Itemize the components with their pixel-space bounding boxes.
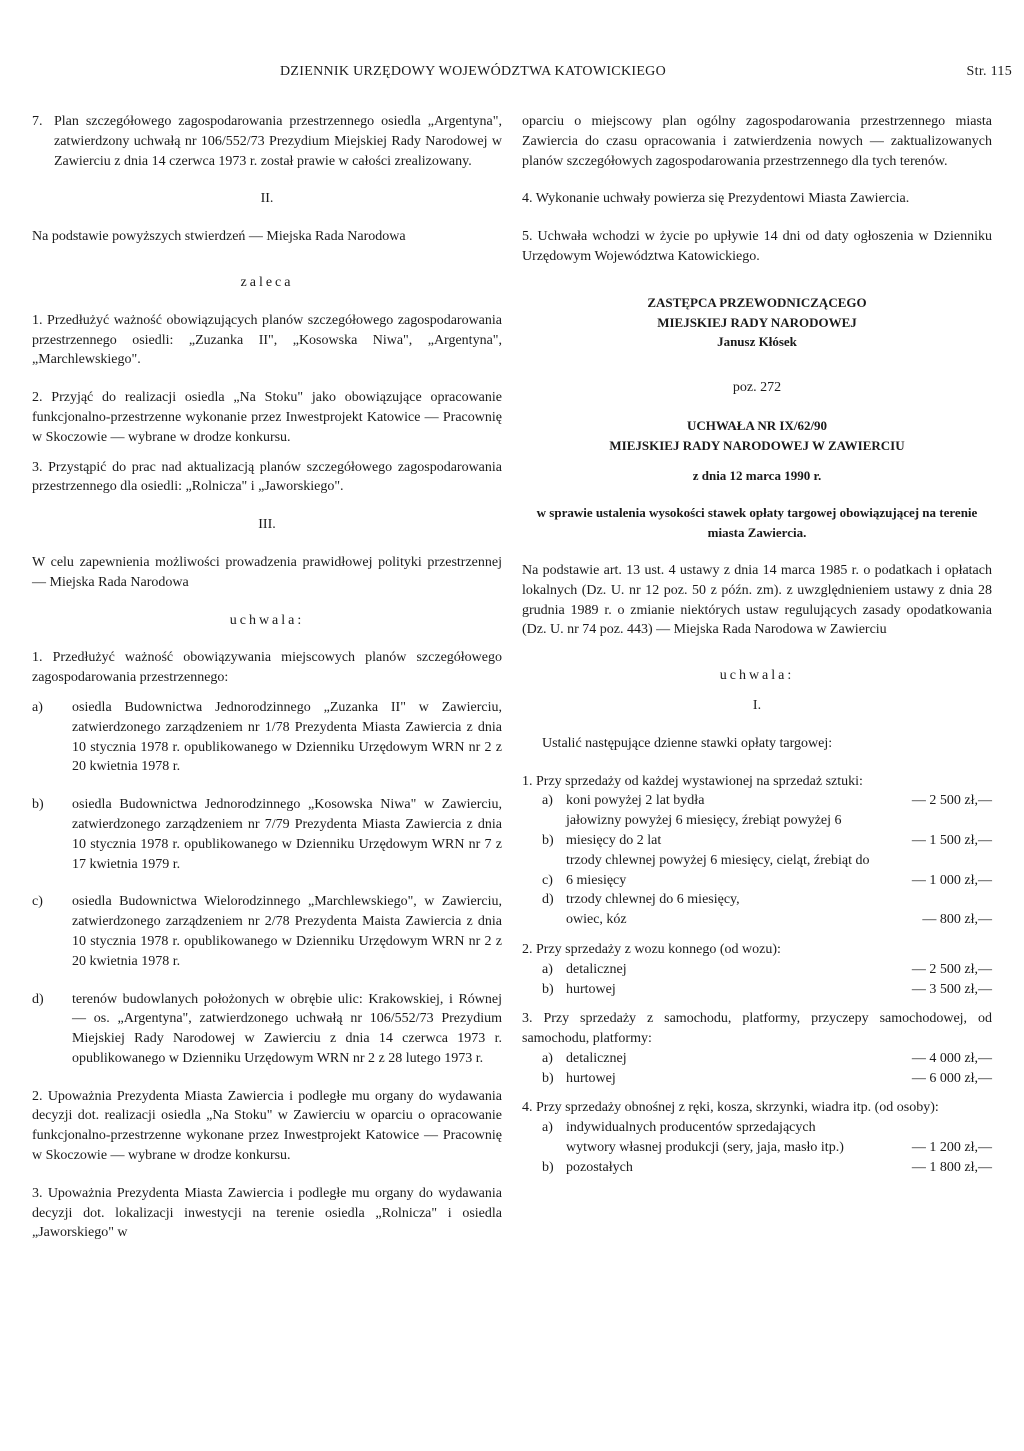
resolution-date: z dnia 12 marca 1990 r. bbox=[692, 467, 822, 483]
rate-amount: — 2 500 zł,— bbox=[911, 961, 992, 977]
item-text: Plan szczegółowego zagospodarowania przestrzennego osiedla „Argentyna", zatwierdzony uchwałą nr 106/552/73 Prezydium Miejskiej Rady Narodowej w Zawierciu z dnia 14 czerwca 1973 r. został prawie w całości zrealizowany. bbox=[54, 114, 502, 169]
right-column bbox=[522, 112, 992, 1178]
section-heading-ii: II. bbox=[260, 191, 274, 207]
rate-letter: c) bbox=[542, 872, 553, 888]
rate-amount: — 4 000 zł,— bbox=[911, 1050, 992, 1066]
rate-row bbox=[522, 1118, 992, 1138]
page-header bbox=[280, 64, 1020, 80]
sub-text: osiedla Budownictwa Wielorodzinnego „Marchlewskiego", w Zawierciu, zatwierdzonego zarządzeniem nr 2/78 Prezydenta Maista Zawiercia z dnia 10 stycznia 1978 r. opublikowanego w Dzienniku Urzędowym WRN nr 2 z 20 kwietnia 1978 r. bbox=[72, 894, 502, 969]
rate-description: hurtowej bbox=[566, 1070, 616, 1086]
signature-title-1: ZASTĘPCA PRZEWODNICZĄCEGO bbox=[647, 294, 867, 310]
recommendation-3: 3. Przystąpić do prac nad aktualizacją planów szczegółowego zagospodarowania przestrzennego dla osiedli: „Rolnicza" i „Jaworskiego". bbox=[32, 459, 502, 495]
sub-letter: a) bbox=[32, 699, 43, 715]
sub-text: osiedla Budownictwa Jednorodzinnego „Kosowska Niwa" w Zawierciu, zatwierdzonego zarządzeniem nr 7/79 Prezydenta Miasta Zawiercia z dnia 10 stycznia 1978 r. opublikowanego w Dzienniku Urzędowym WRN nr 7 z 17 kwietnia 1979 r. bbox=[72, 797, 502, 872]
rate-amount: — 1 200 zł,— bbox=[911, 1140, 992, 1156]
rate-amount: — 1 000 zł,— bbox=[911, 872, 992, 888]
rate-amount: — 2 500 zł,— bbox=[911, 793, 992, 809]
signature-name: Janusz Kłósek bbox=[717, 334, 797, 350]
rate-letter: a) bbox=[542, 1120, 553, 1136]
rate-amount: — 1 800 zł,— bbox=[911, 1159, 992, 1175]
rate-letter: b) bbox=[542, 1159, 554, 1175]
journal-title: DZIENNIK URZĘDOWY WOJEWÓDZTWA KATOWICKIEGO bbox=[280, 64, 666, 79]
uchwala-heading-right: uchwala: bbox=[719, 668, 795, 684]
resolution-3: 3. Upoważnia Prezydenta Miasta Zawiercia i podległe mu organy do wydawania decyzji dot. lokalizacji inwestycji na terenie osiedla „Rolnicza" i osiedla „Jaworskiego" w bbox=[32, 1185, 502, 1241]
resolution-2: 2. Upoważnia Prezydenta Miasta Zawiercia i podległe mu organy do wydawania decyzji dot. realizacji osiedla „Na Stoku" w Zawierciu w oparciu o opracowanie funkcjonalno-przestrzenne wykonane przez Inwestprojekt Katowice — Pracownię w Skoczowie — wybrane w drodze konkursu. bbox=[32, 1088, 502, 1164]
rate-row bbox=[522, 1069, 992, 1089]
rate-group-4: 4. Przy sprzedaży obnośnej z ręki, kosza, skrzynki, wiadra itp. (od osoby): bbox=[522, 1100, 939, 1116]
recommendation-1: 1. Przedłużyć ważność obowiązujących planów szczegółowego zagospodarowania przestrzennego osiedli: „Zuzanka II", „Kosowska Niwa", „Argentyna", „Marchlewskiego". bbox=[32, 312, 502, 368]
rate-row bbox=[522, 1138, 992, 1158]
signature-block bbox=[522, 293, 992, 352]
resolution-issuer: MIEJSKIEJ RADY NARODOWEJ W ZAWIERCIU bbox=[609, 437, 905, 453]
section-heading-iii: III. bbox=[258, 517, 276, 533]
signature-title-2: MIEJSKIEJ RADY NARODOWEJ bbox=[657, 314, 857, 330]
resolution-1b bbox=[32, 795, 502, 874]
rate-letter: b) bbox=[542, 832, 554, 848]
rate-letter: a) bbox=[542, 793, 553, 809]
legal-basis: Na podstawie art. 13 ust. 4 ustawy z dnia 14 marca 1985 r. o podatkach i opłatach lokalnych (Dz. U. nr 12 poz. 50 z późn. zm). z uwzględnieniem ustawy z dnia 28 grudnia 1989 r. o zmianie niektórych ustaw regulujących zasady opodatkowania (Dz. U. nr 74 poz. 443) — Miejska Rada Narodowa w Zawierciu bbox=[522, 562, 992, 638]
zaleca-heading: zaleca bbox=[240, 274, 294, 290]
recommendation-2: 2. Przyjąć do realizacji osiedla „Na Stoku" jako obowiązujące opracowanie funkcjonalno-przestrzenne wykonanie przez Inwestprojekt Katowice — Pracownię w Skoczowie — wybrane w drodze konkursu. bbox=[32, 390, 502, 445]
rate-row bbox=[522, 1158, 992, 1178]
rate-description: jałowizny powyżej 6 miesięcy, źrebiąt powyżej 6 miesięcy do 2 lat bbox=[566, 813, 842, 848]
resolution-title bbox=[522, 416, 992, 456]
rate-row bbox=[522, 980, 992, 1000]
item-7 bbox=[32, 112, 502, 171]
rate-letter: a) bbox=[542, 1050, 553, 1066]
left-column bbox=[32, 112, 502, 1243]
rate-letter: d) bbox=[542, 892, 554, 908]
point-4: 4. Wykonanie uchwały powierza się Prezydentowi Miasta Zawiercia. bbox=[522, 191, 910, 207]
rate-row bbox=[522, 851, 992, 891]
resolution-subject: w sprawie ustalenia wysokości stawek opłaty targowej obowiązującej na terenie miasta Zawiercia. bbox=[536, 505, 978, 541]
sub-text: osiedla Budownictwa Jednorodzinnego „Zuzanka II" w Zawierciu, zatwierdzonego zarządzeniem nr 1/78 Prezydenta Miasta Zawiercia z dnia 10 stycznia 1978 r. opublikowanego w Dzienniku Urzędowym WRN nr 2 z 20 kwietnia 1978 r. bbox=[72, 699, 502, 775]
rate-group-3: 3. Przy sprzedaży z samochodu, platformy, przyczepy samochodowej, od samochodu, platformy: bbox=[522, 1011, 992, 1047]
section-heading-i: I. bbox=[752, 697, 762, 713]
rate-description: wytwory własnej produkcji (sery, jaja, masło itp.) bbox=[566, 1140, 844, 1156]
rate-description: pozostałych bbox=[566, 1159, 633, 1175]
rates-table bbox=[522, 772, 992, 1178]
intro-paragraph: Na podstawie powyższych stwierdzeń — Miejska Rada Narodowa bbox=[32, 229, 406, 245]
continuation-paragraph: oparciu o miejscowy plan ogólny zagospodarowania przestrzennego miasta Zawiercia do czasu opracowania i zatwierdzenia nowych — zaktualizowanych planów szczegółowych zagospodarowania przestrzennego dla tych terenów. bbox=[522, 114, 992, 169]
sub-letter: d) bbox=[32, 991, 44, 1007]
rate-amount: — 800 zł,— bbox=[922, 912, 992, 928]
uchwala-heading: uchwala: bbox=[229, 612, 305, 628]
rate-description: trzody chlewnej do 6 miesięcy, bbox=[566, 892, 740, 908]
rate-description: trzody chlewnej powyżej 6 miesięcy, cieląt, źrebiąt do 6 miesięcy bbox=[566, 852, 870, 888]
rate-description: detalicznej bbox=[566, 961, 627, 977]
resolution-number: UCHWAŁA NR IX/62/90 bbox=[686, 417, 828, 433]
rate-description: owiec, kóz bbox=[566, 912, 627, 928]
rate-group-1: 1. Przy sprzedaży od każdej wystawionej na sprzedaż sztuki: bbox=[522, 773, 863, 789]
rate-row bbox=[522, 960, 992, 980]
rate-description: indywidualnych producentów sprzedających bbox=[566, 1120, 816, 1136]
intro-paragraph-iii: W celu zapewnienia możliwości prowadzenia prawidłowej polityki przestrzennej — Miejska Rada Narodowa bbox=[32, 554, 502, 590]
rate-row bbox=[522, 1049, 992, 1069]
point-5: 5. Uchwała wchodzi w życie po upływie 14 dni od daty ogłoszenia w Dzienniku Urzędowym Województwa Katowickiego. bbox=[522, 229, 992, 264]
rate-letter: a) bbox=[542, 961, 553, 977]
establish-rates: Ustalić następujące dzienne stawki opłaty targowej: bbox=[542, 735, 833, 751]
rate-group-2: 2. Przy sprzedaży z wozu konnego (od wozu): bbox=[522, 941, 781, 957]
rate-amount: — 6 000 zł,— bbox=[911, 1070, 992, 1086]
rate-row bbox=[522, 910, 992, 930]
sub-text: terenów budowlanych położonych w obrębie ulic: Krakowskiej, i Równej — os. „Argentyna", zatwierdzonego uchwałą nr 106/552/73 Prezydium Miejskiej Rady Narodowej w Zawierciu z dnia 14 czerwca 1973 r. opublikowanego w Dzienniku Urzędowym WRN nr 2 z 28 lutego 1973 r. bbox=[72, 991, 502, 1066]
resolution-1: 1. Przedłużyć ważność obowiązywania miejscowych planów szczegółowego zagospodarowania przestrzennego: bbox=[32, 650, 502, 686]
item-number: 7. bbox=[32, 114, 43, 129]
rate-row bbox=[522, 890, 992, 910]
rate-description: detalicznej bbox=[566, 1050, 627, 1066]
rate-row bbox=[522, 811, 992, 851]
sub-letter: c) bbox=[32, 894, 43, 910]
rate-letter: b) bbox=[542, 1070, 554, 1086]
rate-amount: — 1 500 zł,— bbox=[911, 832, 992, 848]
resolution-1a bbox=[32, 698, 502, 777]
resolution-1d bbox=[32, 990, 502, 1069]
page-number: Str. 115 bbox=[966, 64, 1012, 79]
rate-letter: b) bbox=[542, 981, 554, 997]
position-number: poz. 272 bbox=[732, 380, 782, 396]
rate-amount: — 3 500 zł,— bbox=[911, 981, 992, 997]
rate-row bbox=[522, 791, 992, 811]
resolution-1c bbox=[32, 892, 502, 971]
rate-description: koni powyżej 2 lat bydła bbox=[566, 793, 705, 809]
rate-description: hurtowej bbox=[566, 981, 616, 997]
sub-letter: b) bbox=[32, 797, 44, 813]
